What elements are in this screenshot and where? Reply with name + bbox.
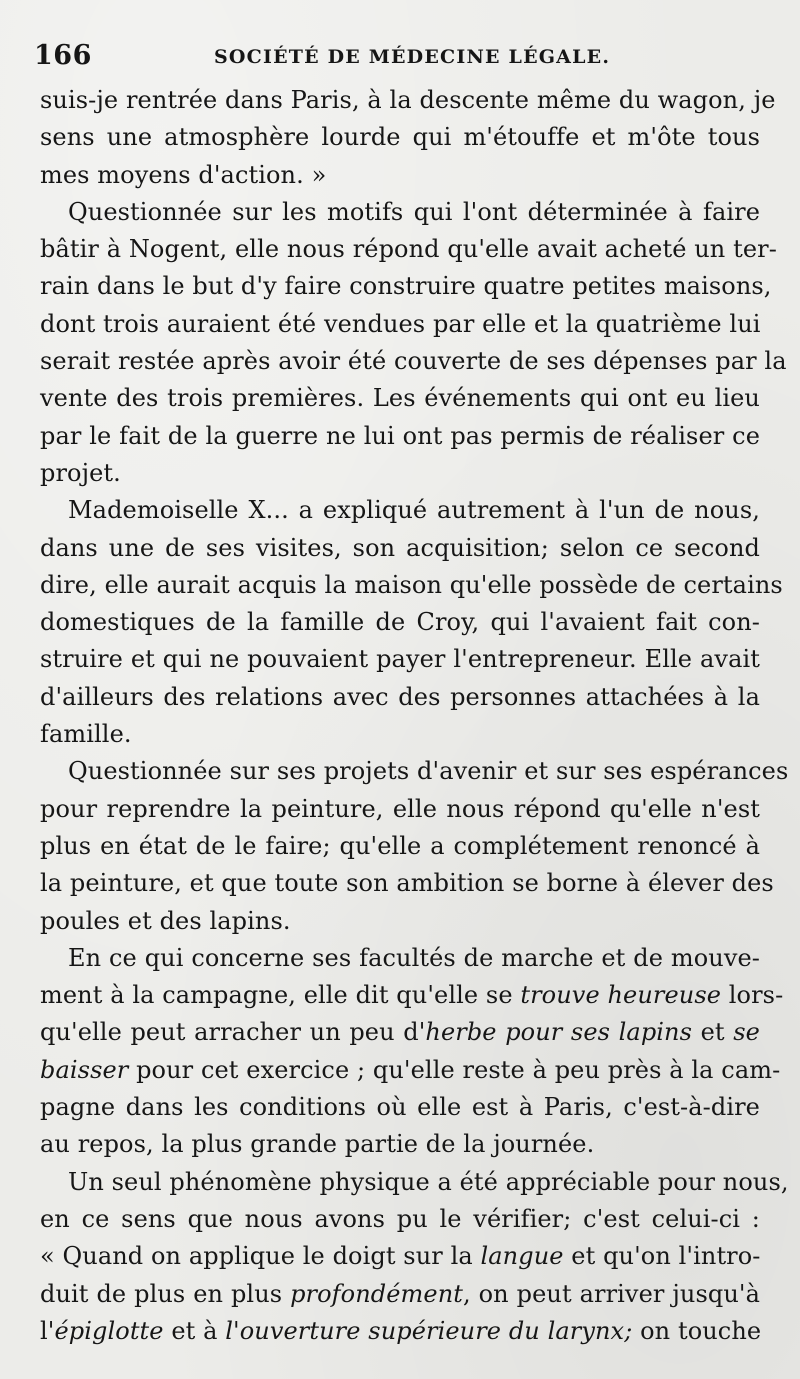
text-segment: en ce sens que nous avons pu le vérifier; c'est celui-ci : (40, 1204, 760, 1233)
text-line (40, 977, 784, 1014)
text-segment: sens une atmosphère lourde qui m'étouffe et m'ôte tous (40, 123, 760, 152)
running-head: SOCIÉTÉ DE MÉDECINE LÉGALE. (214, 46, 611, 68)
text-segment: dans une de ses visites, son acquisition; selon ce second (40, 533, 760, 562)
text-line (40, 1089, 760, 1126)
text-line (40, 716, 760, 753)
text-segment: et (692, 1018, 734, 1047)
text-segment: d'ailleurs des relations avec des personnes attachées à la (40, 682, 760, 711)
text-line (40, 1201, 760, 1238)
text-segment: suis-je rentrée dans Paris, à la descente même du wagon, je (40, 86, 776, 114)
page-number: 166 (34, 40, 92, 71)
text-segment: la peinture, et que toute son ambition se borne à élever des (40, 869, 774, 898)
text-line (40, 1238, 760, 1275)
page-header (34, 40, 766, 76)
text-segment: projet. (40, 458, 121, 487)
text-line (40, 82, 776, 119)
text-line (40, 119, 760, 156)
text-line (40, 940, 760, 977)
text-segment: duit de plus en plus (40, 1279, 291, 1308)
text-segment: pagne dans les conditions où elle est à Paris, c'est-à-dire (40, 1093, 760, 1122)
text-segment: struire et qui ne pouvaient payer l'entrepreneur. Elle avait (40, 645, 760, 674)
text-line (40, 343, 787, 380)
italic-text: épiglotte (54, 1316, 164, 1345)
text-segment: dire, elle aurait acquis la maison qu'elle possède de certains (40, 570, 783, 599)
text-segment: « Quand on applique le doigt sur la (40, 1242, 481, 1271)
italic-text: baisser (40, 1055, 129, 1084)
text-segment: , on peut arriver jusqu'à (463, 1279, 760, 1308)
text-line (40, 604, 760, 641)
text-line (40, 306, 760, 343)
text-line (40, 865, 774, 902)
text-segment: au repos, la plus grande partie de la journée. (40, 1130, 595, 1159)
text-line (40, 194, 760, 231)
text-line (40, 1313, 760, 1350)
text-segment: dont trois auraient été vendues par elle et la quatrième lui (40, 309, 761, 338)
text-line (40, 791, 760, 828)
text-segment: Questionnée sur ses projets d'avenir et sur ses espérances (68, 757, 789, 786)
text-line (40, 418, 760, 455)
text-segment: pour reprendre la peinture, elle nous répond qu'elle n'est (40, 794, 760, 823)
text-segment: vente des trois premières. Les événements qui ont eu lieu (40, 384, 760, 413)
text-segment: bâtir à Nogent, elle nous répond qu'elle avait acheté un ter- (40, 235, 777, 264)
text-line (40, 1052, 781, 1089)
text-segment: par le fait de la guerre ne lui ont pas permis de réaliser ce (40, 421, 760, 450)
text-line (40, 157, 760, 194)
text-segment: qu'elle peut arracher un peu d' (40, 1018, 426, 1047)
text-segment: Questionnée sur les motifs qui l'ont déterminée à faire (68, 197, 760, 226)
text-segment: plus en état de le faire; qu'elle a complétement renoncé à (40, 831, 760, 860)
text-segment: l' (40, 1316, 55, 1345)
text-segment: ment à la campagne, elle dit qu'elle se (40, 981, 521, 1010)
text-line (40, 1276, 760, 1313)
italic-text: se (733, 1018, 760, 1047)
text-segment: mes moyens d'action. » (40, 160, 327, 189)
text-segment: rain dans le but d'y faire construire quatre petites maisons, (40, 272, 772, 301)
text-segment: lors- (721, 981, 784, 1010)
text-segment: et qu'on l'intro- (563, 1242, 761, 1271)
body-text (40, 82, 789, 1350)
text-line (40, 753, 789, 790)
italic-text: langue (480, 1242, 564, 1271)
text-segment: Un seul phénomène physique a été appréciable pour nous, (68, 1167, 789, 1196)
text-line (40, 231, 777, 268)
text-segment: famille. (40, 720, 132, 749)
text-line (40, 1126, 760, 1163)
text-line (40, 1014, 760, 1051)
text-line (40, 641, 760, 678)
text-segment: poules et des lapins. (40, 906, 291, 935)
text-line (40, 828, 760, 865)
text-line (40, 492, 760, 529)
italic-text: herbe pour ses lapins (425, 1018, 693, 1047)
text-segment: on touche (632, 1316, 762, 1345)
text-segment: En ce qui concerne ses facultés de marche et de mouve- (68, 943, 760, 972)
text-segment: Mademoiselle X... a expliqué autrement à l'un de nous, (68, 496, 760, 525)
text-line (40, 903, 760, 940)
italic-text: profondément (290, 1279, 463, 1308)
text-line (40, 455, 760, 492)
text-line (40, 530, 760, 567)
text-line (40, 1164, 789, 1201)
italic-text: trouve heureuse (520, 981, 722, 1010)
text-segment: serait restée après avoir été couverte de ses dépenses par la (40, 347, 787, 376)
text-line (40, 679, 760, 716)
text-line (40, 380, 760, 417)
text-segment: pour cet exercice ; qu'elle reste à peu près à la cam- (128, 1055, 781, 1084)
italic-text: l'ouverture supérieure du larynx; (225, 1316, 633, 1345)
text-line (40, 268, 772, 305)
text-segment: domestiques de la famille de Croy, qui l'avaient fait con- (40, 608, 760, 637)
text-line (40, 567, 783, 604)
text-segment: et à (163, 1316, 226, 1345)
